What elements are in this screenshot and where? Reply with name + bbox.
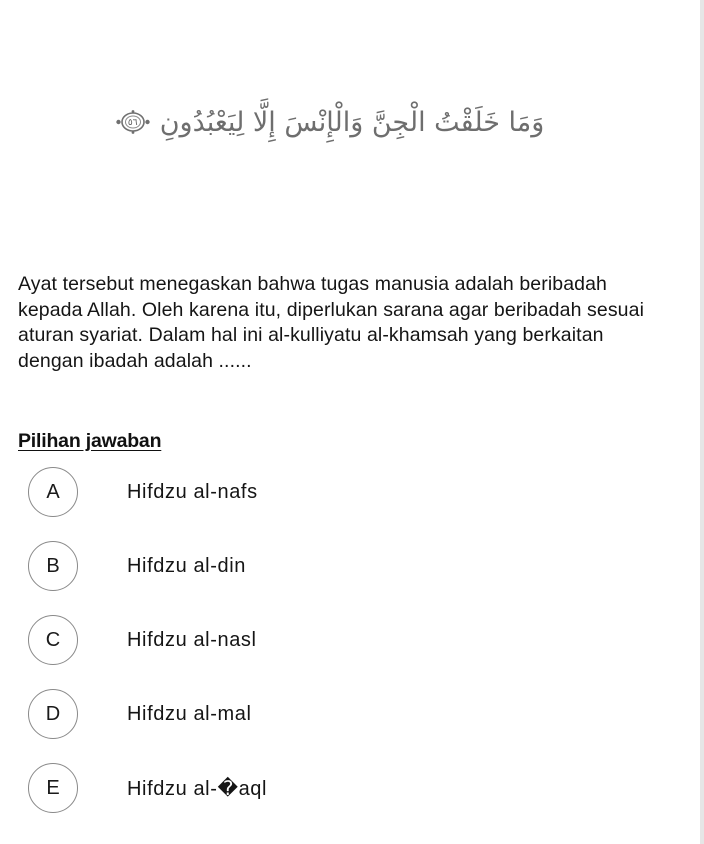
option-letter-badge: B bbox=[28, 541, 78, 591]
answer-option-b[interactable] bbox=[28, 539, 648, 593]
right-edge-divider bbox=[700, 0, 704, 844]
quran-verse-image bbox=[50, 92, 610, 152]
verse-number-marker bbox=[116, 109, 150, 135]
question-text: Ayat tersebut menegaskan bahwa tugas manusia adalah beribadah kepada Allah. Oleh karena itu, diperlukan sarana agar beribadah sesuai aturan syariat. Dalam hal ini al-kulliyatu al-khamsah yang berkaitan dengan ibadah adalah ...... bbox=[18, 273, 645, 372]
option-label: Hifdzu al-nasl bbox=[127, 628, 257, 651]
answer-option-a[interactable] bbox=[28, 465, 648, 519]
option-label: Hifdzu al-din bbox=[127, 554, 246, 577]
verse-number: ٥٦ bbox=[127, 116, 138, 127]
answer-option-c[interactable] bbox=[28, 613, 648, 667]
option-label: Hifdzu al-mal bbox=[127, 702, 252, 725]
option-label: Hifdzu al-�aql bbox=[127, 777, 268, 800]
answer-option-e[interactable] bbox=[28, 761, 648, 815]
option-letter-badge: D bbox=[28, 689, 78, 739]
option-letter-badge: E bbox=[28, 763, 78, 813]
quran-verse-text: وَمَا خَلَقْتُ الْجِنَّ وَالْإِنْسَ إِلَّا لِيَعْبُدُونِ bbox=[159, 106, 545, 138]
answers-title: Pilihan jawaban bbox=[18, 430, 162, 452]
answer-option-d[interactable] bbox=[28, 687, 648, 741]
option-letter-badge: C bbox=[28, 615, 78, 665]
option-label: Hifdzu al-nafs bbox=[127, 480, 258, 503]
option-letter-badge: A bbox=[28, 467, 78, 517]
